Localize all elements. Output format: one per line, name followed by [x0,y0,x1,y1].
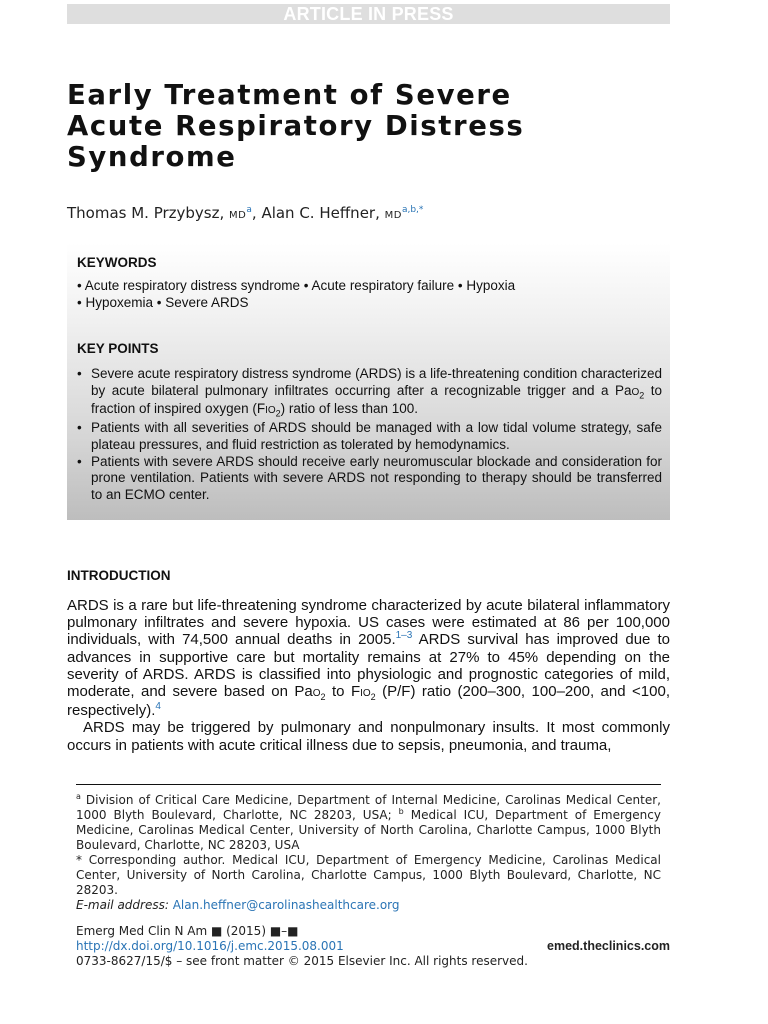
affiliation-marker[interactable]: a [246,205,252,215]
key-point-item [77,454,662,504]
footnote-marker: a [76,792,81,801]
corresponding-author-footnote: * Corresponding author. Medical ICU, Department of Emergency Medicine, Carolinas Medical Center, University of North Carolina, Charlotte Campus, 1000 Blyth Boulevard, Charlotte, NC 28203. [76,853,661,897]
bullet-icon: • [77,420,82,436]
paragraph-text: ARDS survival has improved due to advances in supportive care but mortality remains at 27% to 45% depending on the severity of ARDS. ARDS is classified into physiologic and prognostic categories of mild, moderate, and severe based on Pa [67,631,670,701]
keywords-keypoints-box [67,243,670,520]
author-name: Thomas M. Przybysz, [67,204,230,222]
email-label: E-mail address: [76,898,173,912]
journal-site-link[interactable]: emed.theclinics.com [547,939,670,953]
footnotes [76,793,661,913]
key-point-text: IO [265,405,276,417]
keywords-line: • Hypoxemia • Severe ARDS [77,295,249,310]
key-point-item [77,420,662,453]
subscript: 2 [275,409,281,420]
key-point-text: Patients with severe ARDS should receive early neuromuscular blockade and consideration for prone ventilation. Patients with severe ARDS not responding to therapy should be transferred to an ECMO center. [91,453,662,502]
title-line: Early Treatment of Severe [67,79,512,111]
reference-link[interactable]: 1–3 [395,630,413,642]
email-link[interactable]: Alan.heffner@carolinashealthcare.org [172,898,400,912]
key-point-text: to fraction of inspired oxygen (F [91,382,662,417]
journal-citation: Emerg Med Clin N Am ■ (2015) ■–■ [76,924,299,938]
reference-link[interactable]: 4 [155,701,161,713]
subscript: 2 [639,390,645,401]
title-line: Acute Respiratory Distress [67,110,525,142]
keywords-line: • Acute respiratory distress syndrome • Acute respiratory failure • Hypoxia [77,278,516,293]
bullet-icon: • [77,453,82,469]
paragraph-text: O [312,688,321,700]
author-degree: MD [384,210,402,221]
keywords-heading: KEYWORDS [77,255,157,270]
subscript: 2 [370,692,376,703]
introduction-heading: INTRODUCTION [67,568,171,583]
journal-info [76,924,670,969]
paragraph [67,597,670,719]
paragraph-text: (P/F) ratio (200–300, 100–200, and <100, respectively). [67,683,670,720]
paragraph: ARDS may be triggered by pulmonary and nonpulmonary insults. It most commonly occurs in patients with acute critical illness due to sepsis, pneumonia, and trauma, [67,719,670,754]
key-point-text: Severe acute respiratory distress syndrome (ARDS) is a life-threatening condition characterized by acute bilateral pulmonary infiltrates occurring after a recognizable trigger and a Pa [91,366,663,398]
affiliation-marker[interactable]: a,b,* [401,205,424,215]
author-degree: MD [229,210,247,221]
copyright-notice: 0733-8627/15/$ – see front matter © 2015 Elsevier Inc. All rights reserved. [76,954,528,968]
article-title [67,80,667,173]
author-list [67,204,423,222]
key-point-item [77,366,662,420]
paragraph-text: IO [360,688,371,700]
key-point-text: Patients with all severities of ARDS should be managed with a low tidal volume strategy, safe plateau pressures, and fluid restriction as tolerated by hemodynamics. [91,420,662,452]
doi-link[interactable]: http://dx.doi.org/10.1016/j.emc.2015.08.001 [76,939,344,953]
author-name: Alan C. Heffner, [261,204,385,222]
footnote-marker: b [398,807,404,816]
bullet-icon: • [77,366,82,381]
title-line: Syndrome [67,141,237,173]
footnote-text: Division of Critical Care Medicine, Department of Internal Medicine, Carolinas Medical Center, 1000 Blyth Boulevard, Charlotte, NC 28203, USA; [76,793,661,822]
email-footnote [76,898,661,913]
footnote-text: Medical ICU, Department of Emergency Medicine, Carolinas Medical Center, University of North Carolina, Charlotte Campus, 1000 Blyth Boulevard, Charlotte, NC 28203, USA [76,808,661,852]
key-point-text: ) ratio of less than 100. [280,401,418,417]
key-point-text: O [631,386,640,398]
author-separator: , [251,204,262,222]
article-in-press-banner: ARTICLE IN PRESS [67,4,670,24]
key-points-list [77,366,662,504]
paragraph-text: to F [325,683,361,701]
affiliation-footnote [76,793,661,853]
key-points-heading: KEY POINTS [77,341,159,356]
footnote-divider [76,784,661,785]
paragraph-text: ARDS is a rare but life-threatening syndrome characterized by acute bilateral inflammatory pulmonary infiltrates and severe hypoxia. US cases were estimated at 86 per 100,000 individuals, with 74,500 annual deaths in 2005. [67,597,670,649]
subscript: 2 [320,692,326,703]
introduction-body [67,597,670,754]
